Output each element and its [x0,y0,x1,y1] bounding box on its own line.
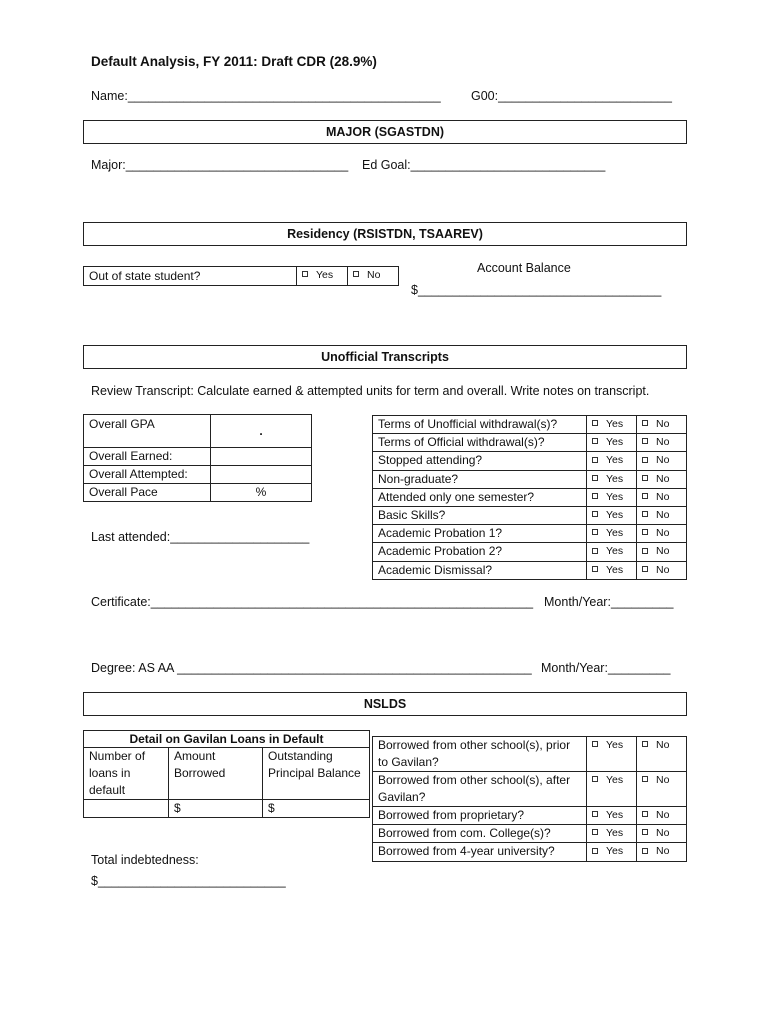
checkbox-icon[interactable] [592,438,598,444]
page-title: Default Analysis, FY 2011: Draft CDR (28.9%) [91,54,377,69]
loans-col-balance: Outstanding Principal Balance [263,748,370,800]
checkbox-icon[interactable] [592,420,598,426]
g00-field[interactable]: G00:_________________________ [471,89,672,103]
loans-col-number: Number of loans in default [84,748,169,800]
attempted-value[interactable] [211,466,312,484]
status-question: Academic Probation 2? [373,543,587,561]
status-question: Attended only one semester? [373,488,587,506]
loans-balance-value[interactable]: $ [263,800,370,818]
borrowed-question-yes[interactable]: Yes [587,737,637,772]
ed-goal-field[interactable]: Ed Goal:____________________________ [362,158,606,172]
table-row [373,470,687,488]
loans-number-value[interactable] [84,800,169,818]
checkbox-icon[interactable] [592,457,598,463]
checkbox-icon[interactable] [592,529,598,535]
status-question-yes[interactable]: Yes [587,488,637,506]
status-question-no[interactable]: No [637,561,687,579]
checkbox-icon[interactable] [592,741,598,747]
status-question: Stopped attending? [373,452,587,470]
borrowed-question-no[interactable]: No [637,772,687,807]
table-row [373,825,687,843]
total-indebtedness-field[interactable]: $___________________________ [91,874,286,888]
transcripts-section-heading: Unofficial Transcripts [83,345,687,369]
status-question-no[interactable]: No [637,525,687,543]
degree-month-year[interactable]: Month/Year:_________ [541,661,671,675]
name-field[interactable]: Name:_____________________________________________ [91,89,441,103]
transcript-instructions: Review Transcript: Calculate earned & attempted units for term and overall. Write notes on transcript. [91,384,650,398]
out-of-state-yes[interactable]: Yes [297,267,348,286]
account-balance-field[interactable]: $___________________________________ [411,283,662,297]
checkbox-icon[interactable] [353,271,359,277]
table-row [373,772,687,807]
checkbox-icon[interactable] [592,776,598,782]
status-question-no[interactable]: No [637,470,687,488]
checkbox-icon[interactable] [592,548,598,554]
borrowed-question: Borrowed from other school(s), after Gavilan? [373,772,587,807]
status-question-yes[interactable]: Yes [587,561,637,579]
borrowed-question-yes[interactable]: Yes [587,843,637,861]
table-row [373,525,687,543]
table-row [373,488,687,506]
status-question-yes[interactable]: Yes [587,452,637,470]
table-row [373,434,687,452]
certificate-month-year[interactable]: Month/Year:_________ [544,595,674,609]
status-question-no[interactable]: No [637,452,687,470]
borrowed-question-yes[interactable]: Yes [587,772,637,807]
status-question: Academic Dismissal? [373,561,587,579]
checkbox-icon[interactable] [592,829,598,835]
borrowed-question: Borrowed from 4-year university? [373,843,587,861]
checkbox-icon[interactable] [642,511,648,517]
checkbox-icon[interactable] [642,566,648,572]
major-section-heading: MAJOR (SGASTDN) [83,120,687,144]
checkbox-icon[interactable] [642,741,648,747]
checkbox-icon[interactable] [642,776,648,782]
status-question-yes[interactable]: Yes [587,470,637,488]
gpa-table [83,414,312,502]
earned-value[interactable] [211,448,312,466]
checkbox-icon[interactable] [592,566,598,572]
certificate-field[interactable]: Certificate:_______________________________________________________ [91,595,534,609]
status-question-no[interactable]: No [637,416,687,434]
table-row [373,843,687,861]
checkbox-icon[interactable] [592,493,598,499]
table-row [373,416,687,434]
status-question: Terms of Unofficial withdrawal(s)? [373,416,587,434]
checkbox-icon[interactable] [642,475,648,481]
pace-label: Overall Pace [84,484,211,502]
status-question: Academic Probation 1? [373,525,587,543]
major-field[interactable]: Major:________________________________ [91,158,349,172]
checkbox-icon[interactable] [302,271,308,277]
borrowed-question: Borrowed from other school(s), prior to Gavilan? [373,737,587,772]
status-question: Basic Skills? [373,506,587,524]
status-question-no[interactable]: No [637,488,687,506]
gavilan-loans-table [83,730,370,818]
table-row [373,506,687,524]
status-question: Non-graduate? [373,470,587,488]
loans-amount-value[interactable]: $ [169,800,263,818]
table-row [373,561,687,579]
table-row [373,737,687,772]
status-question-no[interactable]: No [637,543,687,561]
borrowed-question-yes[interactable]: Yes [587,807,637,825]
status-question-yes[interactable]: Yes [587,506,637,524]
status-question-yes[interactable]: Yes [587,434,637,452]
borrowed-question-no[interactable]: No [637,807,687,825]
borrowed-question-yes[interactable]: Yes [587,825,637,843]
attempted-label: Overall Attempted: [84,466,211,484]
checkbox-icon[interactable] [642,529,648,535]
borrowed-questions-table [372,736,687,862]
gpa-value[interactable]: . [211,415,312,448]
last-attended-field[interactable]: Last attended:____________________ [91,530,310,544]
checkbox-icon[interactable] [642,438,648,444]
earned-label: Overall Earned: [84,448,211,466]
total-indebtedness-label: Total indebtedness: [91,853,199,867]
loans-col-amount: Amount Borrowed [169,748,263,800]
status-question-no[interactable]: No [637,506,687,524]
account-balance-label: Account Balance [477,261,571,275]
checkbox-icon[interactable] [592,511,598,517]
status-question-no[interactable]: No [637,434,687,452]
loans-table-title: Detail on Gavilan Loans in Default [84,731,370,748]
checkbox-icon[interactable] [642,848,648,854]
checkbox-icon[interactable] [642,493,648,499]
status-question-yes[interactable]: Yes [587,525,637,543]
checkbox-icon[interactable] [642,420,648,426]
borrowed-question-no[interactable]: No [637,737,687,772]
status-question-yes[interactable]: Yes [587,543,637,561]
checkbox-icon[interactable] [592,811,598,817]
table-row [373,543,687,561]
checkbox-icon[interactable] [592,848,598,854]
out-of-state-no[interactable]: No [348,267,399,286]
checkbox-icon[interactable] [642,548,648,554]
table-row [373,452,687,470]
checkbox-icon[interactable] [642,829,648,835]
status-question-yes[interactable]: Yes [587,416,637,434]
borrowed-question-no[interactable]: No [637,825,687,843]
out-of-state-label: Out of state student? [84,267,297,286]
pace-value[interactable]: % [211,484,312,502]
borrowed-question: Borrowed from com. College(s)? [373,825,587,843]
borrowed-question: Borrowed from proprietary? [373,807,587,825]
borrowed-question-no[interactable]: No [637,843,687,861]
checkbox-icon[interactable] [592,475,598,481]
degree-field[interactable]: Degree: AS AA ___________________________________________________ [91,661,532,675]
out-of-state-table [83,266,399,286]
checkbox-icon[interactable] [642,457,648,463]
status-question: Terms of Official withdrawal(s)? [373,434,587,452]
nslds-section-heading: NSLDS [83,692,687,716]
residency-section-heading: Residency (RSISTDN, TSAAREV) [83,222,687,246]
table-row [373,807,687,825]
checkbox-icon[interactable] [642,811,648,817]
status-questions-table [372,415,687,580]
gpa-label: Overall GPA [84,415,211,448]
